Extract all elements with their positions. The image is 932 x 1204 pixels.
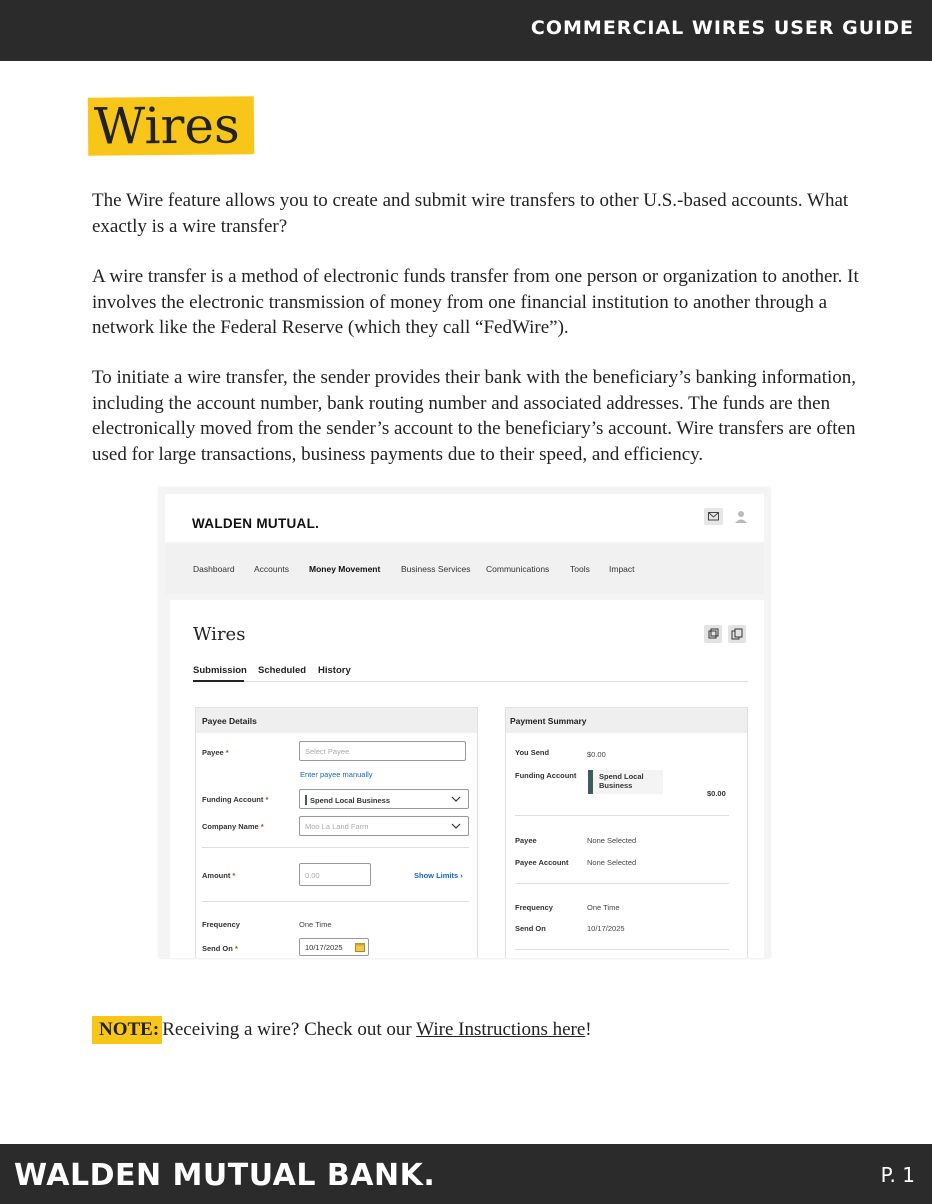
summary-payee-label: Payee bbox=[515, 836, 537, 845]
summary-funding-label: Funding Account bbox=[515, 771, 577, 780]
divider bbox=[515, 883, 729, 884]
summary-frequency-label: Frequency bbox=[515, 903, 553, 912]
nav-impact[interactable]: Impact bbox=[609, 564, 635, 574]
you-send-value: $0.00 bbox=[587, 750, 606, 759]
bottom-bar bbox=[0, 1144, 932, 1204]
divider bbox=[515, 815, 729, 816]
summary-funding-name: Spend Local Business bbox=[599, 772, 644, 790]
payee-details-title: Payee Details bbox=[202, 716, 257, 726]
payee-select[interactable]: Select Payee bbox=[299, 741, 466, 761]
show-limits-link[interactable]: Show Limits › bbox=[414, 871, 463, 880]
definition-paragraph: A wire transfer is a method of electronic funds transfer from one person or organization to another. It involves the electronic transmission of money from one financial institution to another through a network like the Federal Reserve (which they call “FedWire”). bbox=[92, 266, 859, 338]
process-paragraph: To initiate a wire transfer, the sender provides their bank with the beneficiary’s banking information, including the account number, bank routing number and associated addresses. The funds are then electronically moved from the sender’s account to the beneficiary’s account. Wire transfers are often used for large transactions, business payments due to their speed, and efficiency. bbox=[92, 367, 856, 465]
mail-icon[interactable] bbox=[704, 508, 723, 525]
wires-panel bbox=[170, 600, 764, 958]
nav-tools[interactable]: Tools bbox=[570, 564, 590, 574]
note-end: ! bbox=[585, 1019, 592, 1040]
divider bbox=[202, 847, 469, 848]
note-text: Receiving a wire? Check out our bbox=[162, 1019, 412, 1040]
active-tab-indicator bbox=[193, 680, 244, 682]
top-bar bbox=[0, 0, 932, 61]
funding-account-select[interactable]: Spend Local Business bbox=[299, 789, 469, 809]
user-icon[interactable] bbox=[733, 509, 749, 525]
summary-payee-account-label: Payee Account bbox=[515, 858, 569, 867]
divider bbox=[202, 901, 469, 902]
tab-scheduled[interactable]: Scheduled bbox=[258, 665, 307, 676]
copy-icon[interactable] bbox=[728, 625, 746, 643]
intro-paragraph: The Wire feature allows you to create and submit wire transfers to other U.S.-based accounts. What exactly is a wire transfer? bbox=[92, 190, 849, 237]
chevron-down-icon bbox=[451, 821, 461, 831]
summary-payee-account-value: None Selected bbox=[587, 858, 637, 867]
frequency-label: Frequency bbox=[202, 920, 240, 929]
summary-payee-value: None Selected bbox=[587, 836, 637, 845]
footer-bank-name: WALDEN MUTUAL BANK. bbox=[14, 1158, 436, 1193]
payment-summary-title: Payment Summary bbox=[510, 716, 587, 726]
summary-send-on-value: 10/17/2025 bbox=[587, 924, 625, 933]
send-on-date-input[interactable]: 10/17/2025 bbox=[299, 938, 369, 956]
wire-instructions-link[interactable]: Wire Instructions here bbox=[416, 1019, 586, 1040]
nav-dashboard[interactable]: Dashboard bbox=[193, 564, 235, 574]
note bbox=[92, 1016, 592, 1044]
nav-accounts[interactable]: Accounts bbox=[254, 564, 289, 574]
app-logo: WALDEN MUTUAL. bbox=[192, 516, 320, 531]
payee-label: Payee * bbox=[202, 748, 229, 757]
page-number: P. 1 bbox=[880, 1163, 915, 1187]
wires-title: Wires bbox=[193, 624, 246, 645]
divider bbox=[515, 949, 729, 950]
note-label: NOTE: bbox=[92, 1016, 162, 1044]
guide-title: COMMERCIAL WIRES USER GUIDE bbox=[530, 17, 914, 39]
company-name-select[interactable]: Moo La Land Farm bbox=[299, 816, 469, 836]
wires-screenshot bbox=[159, 488, 770, 958]
summary-frequency-value: One Time bbox=[587, 903, 620, 912]
main-nav bbox=[165, 544, 764, 594]
export-icon[interactable] bbox=[704, 625, 722, 643]
nav-money-movement[interactable]: Money Movement bbox=[309, 564, 381, 574]
payment-summary-card bbox=[505, 707, 748, 958]
funding-account-label: Funding Account * bbox=[202, 795, 269, 804]
funding-account-tile bbox=[588, 770, 663, 794]
calendar-icon[interactable] bbox=[355, 942, 365, 952]
account-color-marker bbox=[305, 795, 307, 805]
tab-submission[interactable]: Submission bbox=[193, 665, 247, 676]
amount-input[interactable]: 0.00 bbox=[299, 863, 371, 886]
payment-summary-header bbox=[506, 708, 747, 733]
company-name-label: Company Name * bbox=[202, 822, 264, 831]
enter-payee-manually-link[interactable]: Enter payee manually bbox=[300, 770, 373, 779]
nav-communications[interactable]: Communications bbox=[486, 564, 550, 574]
tab-history[interactable]: History bbox=[318, 665, 351, 676]
summary-send-on-label: Send On bbox=[515, 924, 546, 933]
app-header bbox=[165, 494, 764, 542]
chevron-down-icon bbox=[451, 794, 461, 804]
send-on-label: Send On * bbox=[202, 944, 238, 953]
account-color-marker bbox=[588, 770, 593, 794]
frequency-value: One Time bbox=[299, 920, 332, 929]
nav-business-services[interactable]: Business Services bbox=[401, 564, 471, 574]
summary-funding-amount: $0.00 bbox=[707, 789, 726, 798]
wire-tabs bbox=[193, 664, 748, 682]
amount-label: Amount * bbox=[202, 871, 236, 880]
you-send-label: You Send bbox=[515, 748, 550, 757]
payee-details-header bbox=[196, 708, 477, 733]
page-heading: Wires bbox=[88, 96, 254, 155]
payee-details-card bbox=[195, 707, 478, 958]
